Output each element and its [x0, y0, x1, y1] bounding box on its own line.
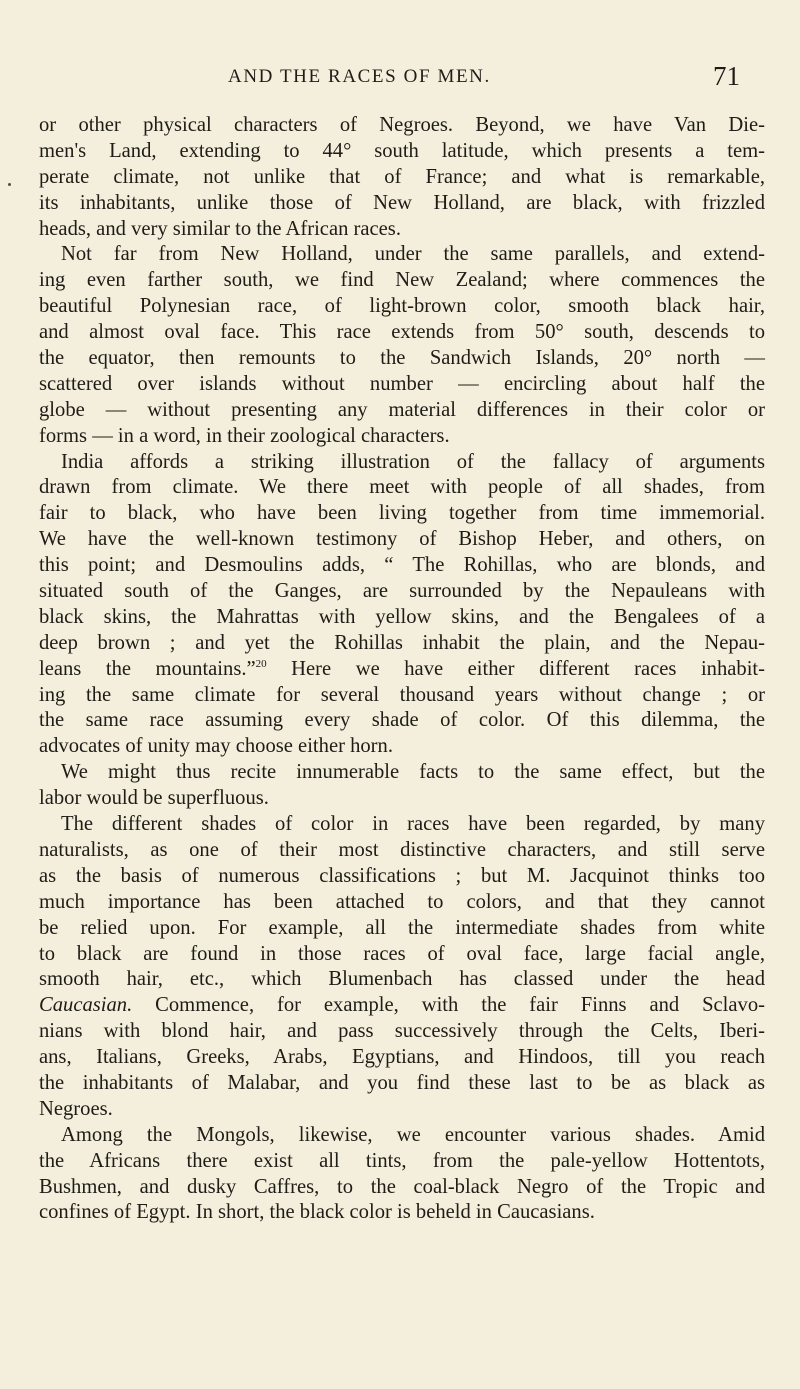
- text-line: Negroes.: [39, 1097, 113, 1120]
- text-line: to black are found in those races of oval face, large facial angle,: [39, 942, 765, 965]
- text-line: advocates of unity may choose either horn.: [39, 735, 393, 758]
- italic-term: Caucasian.: [39, 994, 133, 1017]
- running-title: AND THE RACES OF MEN.: [228, 66, 491, 87]
- text-line: We have the well-known testimony of Bishop Heber, and others, on: [39, 528, 765, 551]
- text-line: confines of Egypt. In short, the black color is beheld in Caucasians.: [39, 1201, 595, 1224]
- text-line: [39, 657, 765, 683]
- text-line: ing even farther south, we find New Zealand; where commences the: [39, 269, 765, 292]
- text-line: the Africans there exist all tints, from the pale-yellow Hottentots,: [39, 1149, 765, 1172]
- text-run: Here we have either different races inhabit-: [266, 657, 765, 680]
- running-header: [0, 61, 800, 94]
- text-line: scattered over islands without number — encircling about half the: [39, 372, 765, 395]
- text-line: Not far from New Holland, under the same parallels, and extend-: [61, 243, 765, 266]
- margin-mark: [8, 183, 11, 186]
- text-line: much importance has been attached to colors, and that they cannot: [39, 890, 765, 913]
- text-line: the inhabitants of Malabar, and you find these last to be as black as: [39, 1071, 765, 1094]
- text-line: Among the Mongols, likewise, we encounter various shades. Amid: [61, 1123, 765, 1146]
- text-line: Bushmen, and dusky Caffres, to the coal-black Negro of the Tropic and: [39, 1175, 765, 1198]
- text-line: as the basis of numerous classifications ; but M. Jacquinot thinks too: [39, 864, 765, 887]
- text-line: this point; and Desmoulins adds, “ The Rohillas, who are blonds, and: [39, 554, 765, 577]
- text-line: ing the same climate for several thousand years without change ; or: [39, 683, 765, 706]
- text-line: perate climate, not unlike that of France; and what is remarkable,: [39, 165, 765, 188]
- text-line: the same race assuming every shade of color. Of this dilemma, the: [39, 709, 765, 732]
- page-number: 71: [713, 61, 740, 91]
- text-line: globe — without presenting any material differences in their color or: [39, 398, 765, 421]
- text-line: its inhabitants, unlike those of New Holland, are black, with frizzled: [39, 191, 765, 214]
- text-line: forms — in a word, in their zoological characters.: [39, 424, 450, 447]
- quote-end: leans the mountains.”: [39, 657, 256, 680]
- text-line: heads, and very similar to the African races.: [39, 217, 401, 240]
- text-line: situated south of the Ganges, are surrounded by the Nepauleans with: [39, 580, 765, 603]
- text-line: We might thus recite innumerable facts to the same effect, but the: [61, 761, 765, 784]
- text-line: men's Land, extending to 44° south latitude, which presents a tem-: [39, 139, 765, 162]
- text-line: The different shades of color in races have been regarded, by many: [61, 813, 765, 836]
- text-line: the equator, then remounts to the Sandwich Islands, 20° north —: [39, 347, 765, 370]
- body-text: [39, 113, 765, 1226]
- text-line: fair to black, who have been living together from time immemorial.: [39, 502, 765, 525]
- text-line: naturalists, as one of their most distinctive characters, and still serve: [39, 838, 765, 861]
- text-line: labor would be superfluous.: [39, 787, 269, 810]
- text-line: black skins, the Mahrattas with yellow skins, and the Bengalees of a: [39, 605, 765, 628]
- text-line: deep brown ; and yet the Rohillas inhabit the plain, and the Nepau-: [39, 631, 765, 654]
- text-line: be relied upon. For example, all the intermediate shades from white: [39, 916, 765, 939]
- text-line: beautiful Polynesian race, of light-brown color, smooth black hair,: [39, 295, 765, 318]
- text-line: or other physical characters of Negroes. Beyond, we have Van Die-: [39, 114, 765, 136]
- text-line: drawn from climate. We there meet with people of all shades, from: [39, 476, 765, 499]
- text-line: smooth hair, etc., which Blumenbach has classed under the head: [39, 968, 765, 991]
- footnote-reference: 20: [255, 657, 267, 670]
- text-line: nians with blond hair, and pass successively through the Celts, Iberi-: [39, 1020, 765, 1043]
- text-run: Commence, for example, with the fair Finns and Sclavo-: [132, 994, 765, 1017]
- text-line: India affords a striking illustration of the fallacy of arguments: [61, 450, 765, 473]
- text-line: [39, 993, 765, 1019]
- text-line: and almost oval face. This race extends from 50° south, descends to: [39, 321, 765, 344]
- text-line: ans, Italians, Greeks, Arabs, Egyptians, and Hindoos, till you reach: [39, 1046, 765, 1069]
